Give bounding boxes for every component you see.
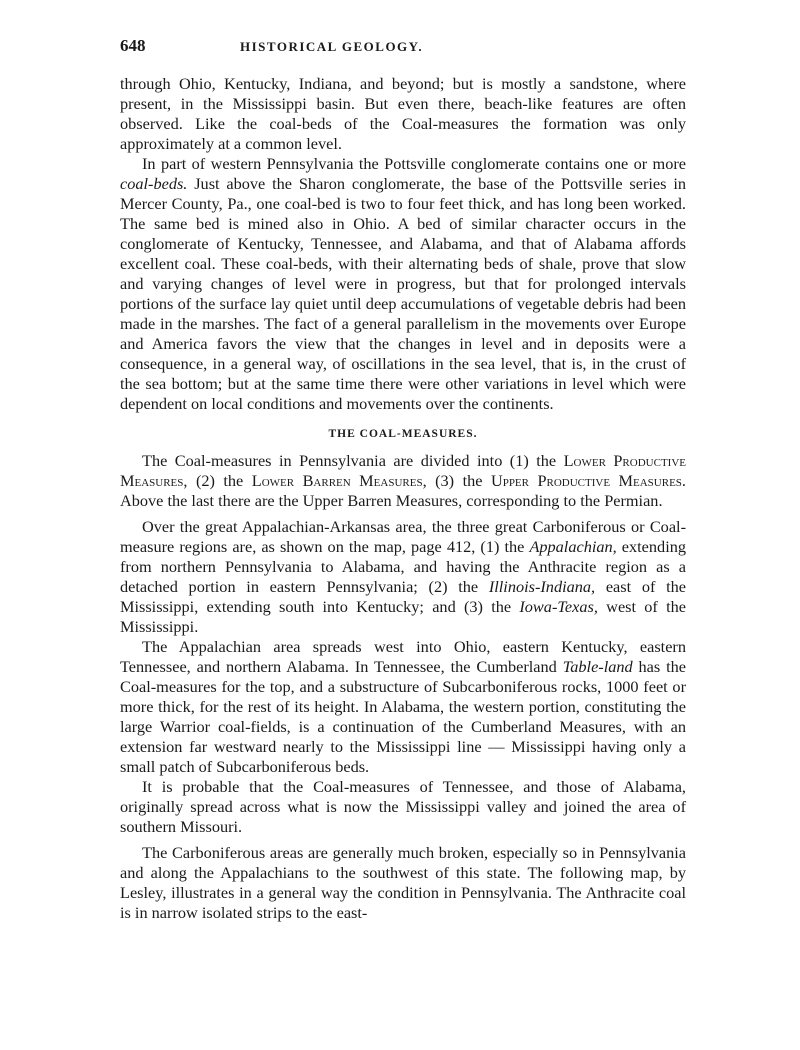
book-page bbox=[120, 36, 686, 923]
paragraph-2: In part of western Pennsylvania the Pottsville conglomerate contains one or more coal-beds. Just above the Sharon conglomerate, the base of the Pottsville series in Mercer County, Pa., one coal-bed is two to four feet thick, and has long been worked. The same bed is mined also in Ohio. A bed of similar character occurs in the conglomerate of Kentucky, Tennessee, and Alabama, and that of Alabama affords excellent coal. These coal-beds, with their alternating beds of shale, prove that slow and varying changes of level were in progress, but that for prolonged intervals portions of the surface lay quiet until deep accumulations of vegetable debris had been made in the marshes. The fact of a general parallelism in the movements over Europe and America favors the view that the changes in level and in deposits were a consequence, in a general way, of oscillations in the sea level, that is, in the crust of the sea bottom; but at the same time there were other variations in level which were dependent on local conditions and movements over the continents. bbox=[120, 154, 686, 413]
emphasis-illinois-indiana: Illinois-Indiana, bbox=[488, 577, 596, 596]
emphasis-appalachian: Appalachian, bbox=[529, 537, 617, 556]
emphasis-table-land: Table-land bbox=[562, 657, 633, 676]
term-lower-barren: Lower Barren Measures bbox=[251, 471, 423, 490]
paragraph-4: Over the great Appalachian-Arkansas area, the three great Carboniferous or Coal-measure regions are, as shown on the map, page 412, (1) the Appalachian, extending from northern Pennsylvania to Alabama, and having the Anthracite region as a detached portion in eastern Pennsylvania; (2) the Illinois-Indiana, east of the Mississippi, extending south into Kentucky; and (3) the Iowa-Texas, west of the Mississippi. bbox=[120, 517, 687, 636]
emphasis-iowa-texas: Iowa-Texas, bbox=[519, 597, 598, 616]
paragraph-3: The Coal-measures in Pennsylvania are divided into (1) the Lower Productive Measures, (2) the Lower Barren Measures, (3) the Upper Productive Measures. Above the last there are the Upper Barren Measures, corresponding to the Permian. bbox=[120, 451, 686, 510]
term-lower-productive: Lower Productive Measures bbox=[120, 451, 686, 490]
section-title: THE COAL-MEASURES. bbox=[328, 428, 478, 440]
paragraph-5: The Appalachian area spreads west into Ohio, eastern Kentucky, eastern Tennessee, and northern Alabama. In Tennessee, the Cumberland Table-land has the Coal-measures for the top, and a substructure of Subcarboniferous rocks, 1000 feet or more thick, for the rest of its height. In Alabama, the western portion, constituting the large Warrior coal-fields, is a continuation of the Cumberland Measures, with an extension far westward nearly to the Mississippi line — Mississippi having only a small patch of Subcarboniferous beds. bbox=[120, 637, 687, 776]
paragraph-6: It is probable that the Coal-measures of Tennessee, and those of Alabama, originally spread across what is now the Mississippi valley and joined the area of southern Missouri. bbox=[120, 777, 686, 836]
paragraph-7: The Carboniferous areas are generally much broken, especially so in Pennsylvania and along the Appalachians to the southwest of this state. The following map, by Lesley, illustrates in a general way the condition in Pennsylvania. The Anthracite coal is in narrow isolated strips to the east- bbox=[120, 843, 686, 922]
emphasis-coal-beds: coal-beds. bbox=[120, 174, 188, 193]
page-header bbox=[120, 36, 686, 60]
page-number: 648 bbox=[120, 36, 146, 55]
term-upper-productive: Upper Productive Measures bbox=[490, 471, 682, 490]
paragraph-1: through Ohio, Kentucky, Indiana, and beyond; but is mostly a sandstone, where present, in the Mississippi basin. But even there, beach-like features are often observed. Like the coal-beds of the Coal-measures the formation was only approximately at a common level. bbox=[120, 74, 686, 153]
running-title: HISTORICAL GEOLOGY. bbox=[240, 39, 424, 54]
